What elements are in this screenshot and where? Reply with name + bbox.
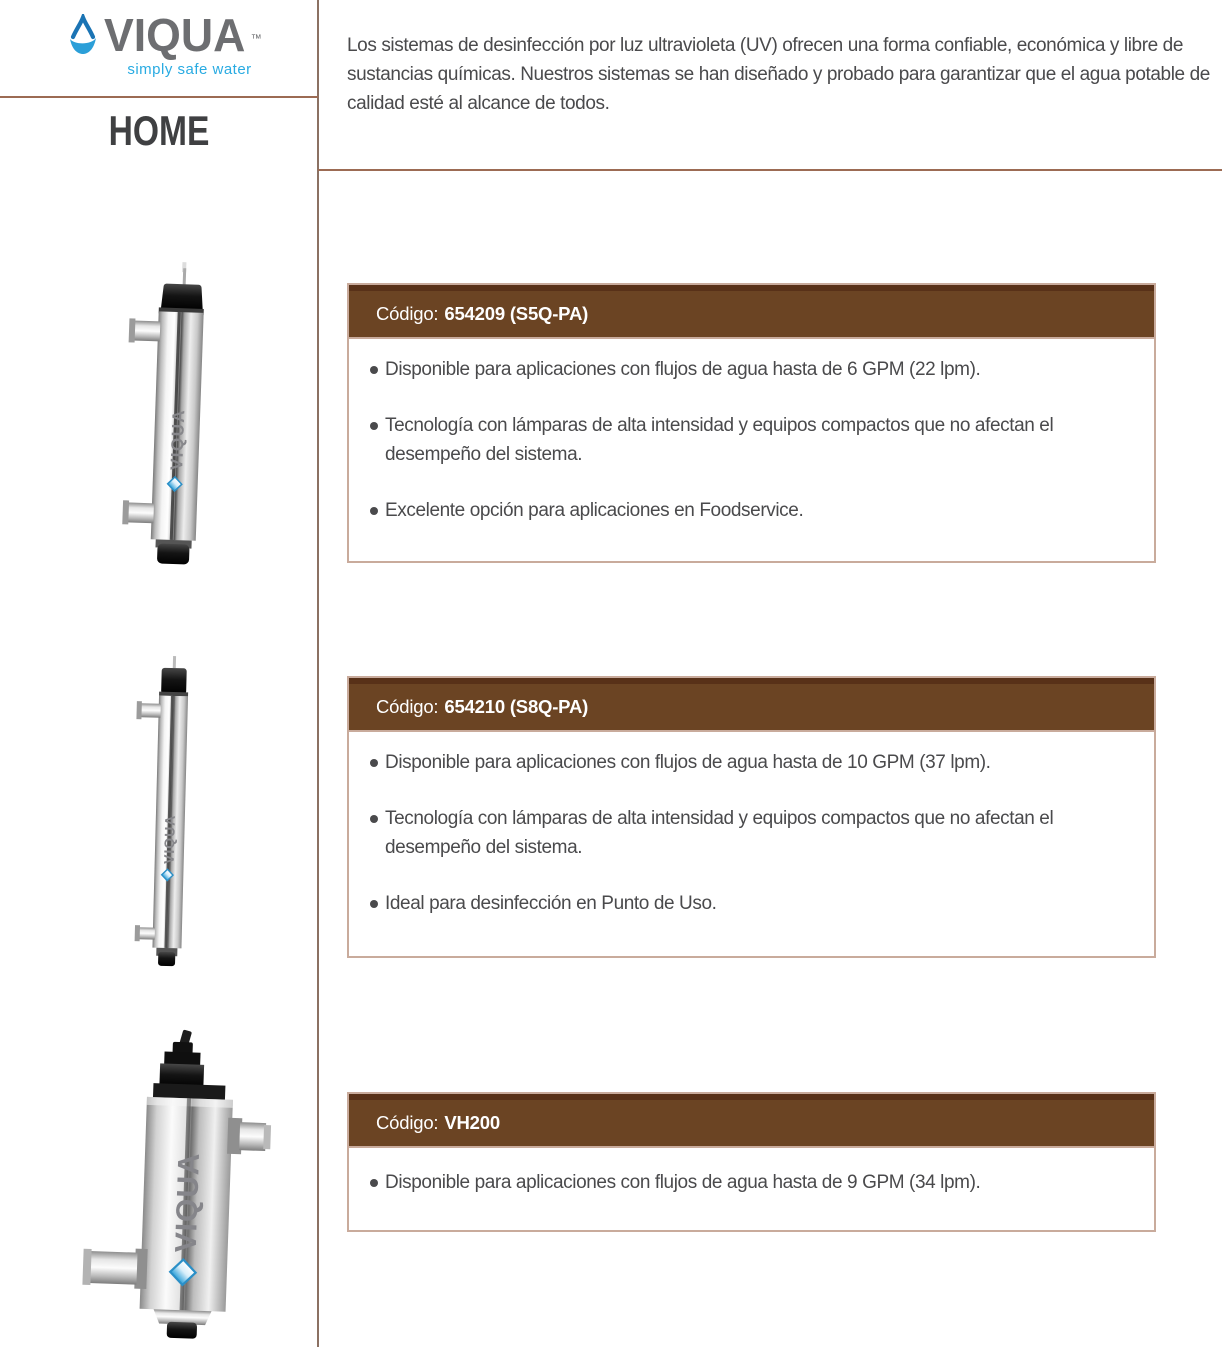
product-logo-text: VIQUA — [167, 408, 189, 471]
bullet-text: Disponible para aplicaciones con flujos de agua hasta de 6 GPM (22 lpm). — [385, 359, 981, 380]
product-features — [349, 732, 1154, 918]
water-drop-icon — [66, 14, 100, 60]
product-card-vh200 — [347, 1092, 1156, 1232]
product-features — [349, 339, 1154, 525]
product-card-654210 — [347, 676, 1156, 958]
product-image-654209[interactable] — [100, 258, 250, 570]
code-label: Código: — [376, 1112, 439, 1133]
bullet-list — [370, 1168, 1130, 1197]
bullet-text: Excelente opción para aplicaciones en Foodservice. — [385, 500, 804, 521]
viqua-logo[interactable] — [66, 9, 262, 78]
trademark-symbol: ™ — [250, 33, 262, 45]
bullet-item — [370, 355, 1130, 384]
bullet-dot-icon — [370, 366, 378, 374]
brand-tagline: simply safe water — [127, 61, 252, 78]
bullet-item — [370, 748, 1130, 777]
bullet-dot-icon — [370, 507, 378, 515]
product-code-header — [349, 1094, 1154, 1148]
code-label: Código: — [376, 303, 439, 324]
product-image-vh200[interactable] — [80, 1028, 275, 1340]
bullet-item — [370, 411, 1130, 469]
bottom-cap — [158, 952, 175, 966]
bullet-item — [370, 496, 1130, 525]
sidebar-rule — [0, 96, 318, 98]
product-features — [349, 1148, 1154, 1197]
outlet-port — [126, 502, 154, 523]
bullet-dot-icon — [370, 815, 378, 823]
uv-system-illustration — [105, 652, 235, 974]
bullet-dot-icon — [370, 1179, 378, 1187]
bullet-dot-icon — [370, 900, 378, 908]
bullet-list — [370, 748, 1130, 918]
bullet-item — [370, 804, 1130, 862]
outlet-port — [139, 927, 155, 939]
bullet-text: Tecnología con lámparas de alta intensidad y equipos compactos que no afectan el desempeño del sistema. — [385, 808, 1054, 858]
bullet-text: Disponible para aplicaciones con flujos de agua hasta de 9 GPM (34 lpm). — [385, 1172, 981, 1193]
bullet-item — [370, 889, 1130, 918]
column-divider — [317, 0, 319, 1347]
lamp-pin — [173, 656, 176, 668]
inlet-port — [239, 1122, 266, 1151]
bullet-text: Tecnología con lámparas de alta intensidad y equipos compactos que no afectan el desempeño del sistema. — [385, 415, 1054, 465]
inlet-port — [133, 320, 161, 341]
product-code-header — [349, 678, 1154, 732]
top-cap — [161, 668, 187, 695]
code-value: 654210 (S8Q-PA) — [444, 696, 589, 717]
bullet-item — [370, 1168, 1130, 1197]
product-card-654209 — [347, 283, 1156, 563]
inlet-port — [140, 703, 160, 718]
uv-system-illustration — [80, 1028, 275, 1340]
brand-name: VIQUA — [104, 9, 246, 61]
content-top-rule — [318, 169, 1222, 171]
code-label: Código: — [376, 696, 439, 717]
bullet-list — [370, 355, 1130, 525]
nav-home[interactable] — [0, 107, 318, 154]
bullet-dot-icon — [370, 422, 378, 430]
bottom-cap — [167, 1322, 198, 1339]
product-logo-text: VIQUA — [169, 1151, 207, 1253]
nav-home-label: HOME — [108, 107, 210, 154]
product-logo-text: VIQUA — [160, 814, 178, 865]
bullet-text: Disponible para aplicaciones con flujos de agua hasta de 10 GPM (37 lpm). — [385, 752, 991, 773]
logo-text — [104, 9, 262, 78]
uv-system-illustration — [100, 258, 250, 570]
bullet-dot-icon — [370, 759, 378, 767]
code-value: VH200 — [444, 1112, 500, 1133]
product-image-654210[interactable] — [105, 652, 235, 974]
product-code-header — [349, 285, 1154, 339]
intro-paragraph: Los sistemas de desinfección por luz ultravioleta (UV) ofrecen una forma confiable, económica y libre de sustancias químicas. Nuestros sistemas se han diseñado y probado para garantizar que el agua potable de calidad esté al alcance de todos. — [347, 35, 1210, 114]
top-cap — [161, 283, 204, 310]
bullet-text: Ideal para desinfección en Punto de Uso. — [385, 893, 717, 914]
bottom-cap — [157, 543, 190, 564]
outlet-port — [88, 1251, 137, 1285]
code-value: 654209 (S5Q-PA) — [444, 303, 589, 324]
